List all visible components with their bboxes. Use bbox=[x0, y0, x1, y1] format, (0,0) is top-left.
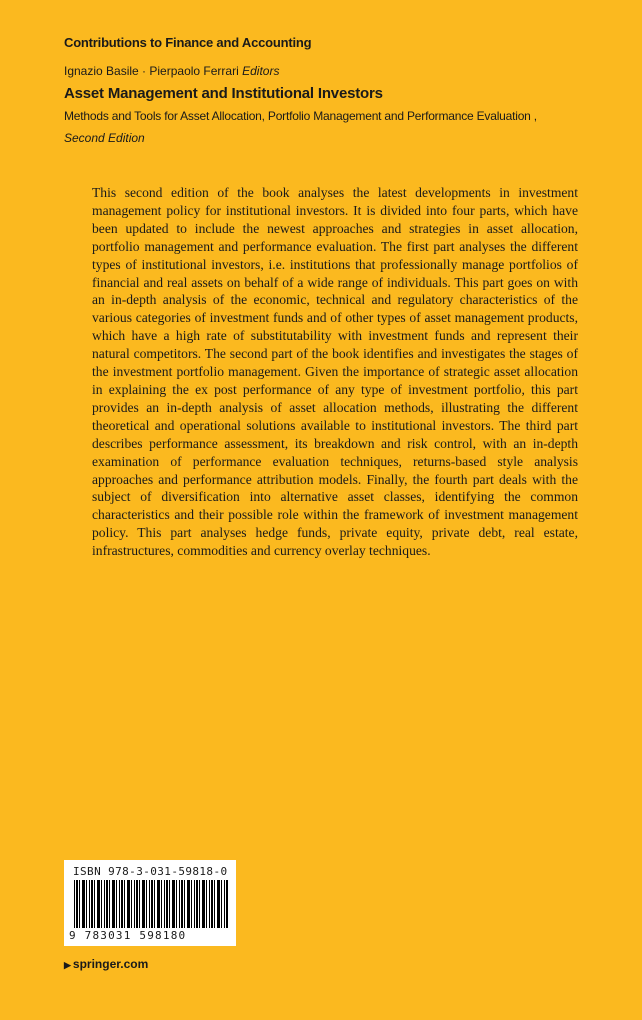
barcode-bars bbox=[74, 880, 228, 928]
book-subtitle: Methods and Tools for Asset Allocation, Portfolio Management and Performance Evaluation , bbox=[64, 109, 537, 123]
triangle-right-icon: ▶ bbox=[64, 960, 71, 970]
publisher-url: springer.com bbox=[72, 957, 149, 971]
editors-role: Editors bbox=[242, 64, 280, 78]
book-title: Asset Management and Institutional Investors bbox=[64, 85, 383, 102]
editors-line bbox=[64, 64, 279, 78]
publisher-link[interactable] bbox=[64, 957, 148, 971]
isbn-number: ISBN 978-3-031-59818-0 bbox=[73, 865, 228, 878]
book-description: This second edition of the book analyses the latest developments in investment management policy for institutional investors. It is divided into four parts, which have been updated to include the newest approaches and strategies in asset allocation, portfolio management and performance evaluation. The first part analyses the different types of institutional investors, i.e. institutions that professionally manage portfolios of financial and real assets on behalf of a wide range of individuals. This part goes on with an in-depth analysis of the economic, technical and regulatory characteristics of the various categories of investment funds and of other types of asset management products, which have a high rate of substitutability with investment funds and represent their natural competitors. The second part of the book identifies and investigates the stages of the investment portfolio management. Given the importance of strategic asset allocation in explaining the ex post performance of any type of investment portfolio, this part provides an in-depth analysis of asset allocation methods, illustrating the different theoretical and operational solutions available to institutional investors. The third part describes performance assessment, its breakdown and risk control, with an in-depth examination of performance evaluation techniques, returns-based style analysis approaches and performance attribution models. Finally, the fourth part deals with the subject of diversification into alternative asset classes, identifying the common characteristics and their possible role within the framework of investment management policy. This part analyses hedge funds, private equity, private debt, real estate, infrastructures, commodities and currency overlay techniques. bbox=[92, 185, 578, 559]
isbn-barcode bbox=[64, 860, 236, 946]
series-title: Contributions to Finance and Accounting bbox=[64, 35, 312, 50]
editors-names: Ignazio Basile · Pierpaolo Ferrari bbox=[64, 64, 239, 78]
barcode-digits: 9 783031 598180 bbox=[69, 929, 187, 942]
book-edition: Second Edition bbox=[64, 131, 145, 145]
